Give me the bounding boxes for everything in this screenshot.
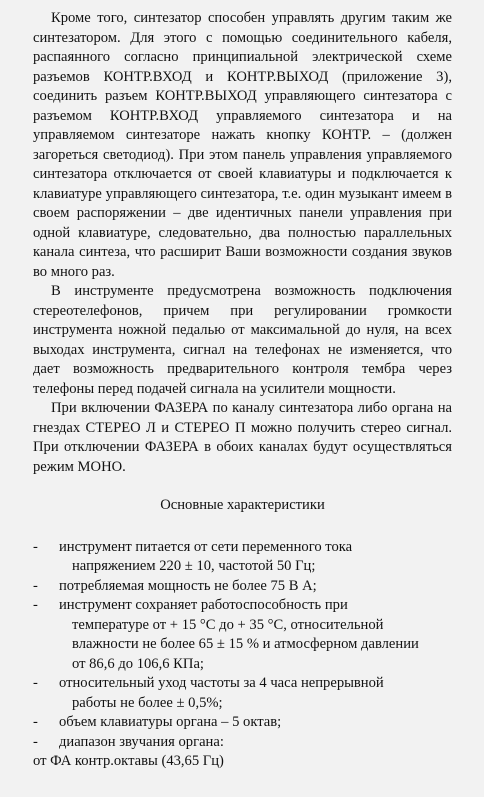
list-item <box>33 577 452 597</box>
list-dash: - <box>33 733 38 750</box>
list-dash: - <box>33 538 38 555</box>
list-dash: - <box>33 577 38 594</box>
list-item-continuation: от 86,6 до 106,6 КПа; <box>72 655 204 672</box>
paragraph-phaser: При включении ФАЗЕРА по каналу синтезатора либо органа на гнездах СТЕРЕО Л и СТЕРЕО П можно получить стерео сигнал. При отключении ФАЗЕРА в обоих каналах будут осуществляться режим МОНО. <box>33 400 452 475</box>
list-item-text: относительный уход частоты за 4 часа непрерывной <box>59 675 384 691</box>
section-heading: Основные характеристики <box>160 497 325 513</box>
list-item-continuation: работы не более ± 0,5%; <box>72 694 223 711</box>
list-item-text: объем клавиатуры органа – 5 октав; <box>59 714 282 730</box>
list-item-text: инструмент сохраняет работоспособность при <box>59 597 348 613</box>
list-item <box>33 596 452 674</box>
paragraph-synth-control: Кроме того, синтезатор способен управлять другим таким же синтезатором. Для этого с помощью соединительного кабеля, распаянного согласно принципиальной электрической схеме разъемов КОНТР.ВХОД и КОНТР.ВЫХОД (приложение 3), соединить разъем КОНТР.ВЫХОД управляющего синтезатора с разъемом КОНТР.ВХОД управляемого синтезатора и на управляемом синтезаторе нажать кнопку КОНТР. – (должен загореться светодиод). При этом панель управления управляемого синтезатора отключается от своей клавиатуры и подключается к клавиатуре управляющего синтезатора, т.е. один музыкант имеем в своем распоряжении – две идентичных панели управления при одной клавиатуре, следовательно, два полностью параллельных канала синтеза, что расширит Ваши возможности создания звуков во много раз. <box>33 10 452 280</box>
list-item <box>33 674 452 713</box>
list-item <box>33 713 452 733</box>
range-text: от ФА контр.октавы (43,65 Гц) <box>33 753 224 769</box>
spacer <box>33 516 452 538</box>
list-dash: - <box>33 675 38 691</box>
list-item-text: диапазон звучания органа: <box>59 733 224 750</box>
characteristics-list <box>33 538 452 753</box>
paragraph-stereophones: В инструменте предусмотрена возможность подключения стереотелефонов, причем при регулировании громкости инструмента ножной педалью от максимальной до нуля, на всех выходах инструмента, сигнал на телефонах не изменяется, что дает возможность предварительного контроля тембра через телефоны перед подачей сигнала на усилители мощности. <box>33 283 452 397</box>
list-item-continuation: температуре от + 15 °С до + 35 °С, относительной <box>72 616 384 633</box>
list-dash: - <box>33 597 38 613</box>
list-item-text: инструмент питается от сети переменного тока <box>59 538 353 555</box>
list-item <box>33 733 452 753</box>
list-dash: - <box>33 714 38 730</box>
list-item <box>33 538 452 577</box>
list-item-text: потребляемая мощность не более 75 В А; <box>59 577 317 594</box>
list-item-continuation: влажности не более 65 ± 15 % и атмосферном давлении <box>72 636 419 652</box>
list-item-continuation: напряжением 220 ± 10, частотой 50 Гц; <box>72 558 316 574</box>
